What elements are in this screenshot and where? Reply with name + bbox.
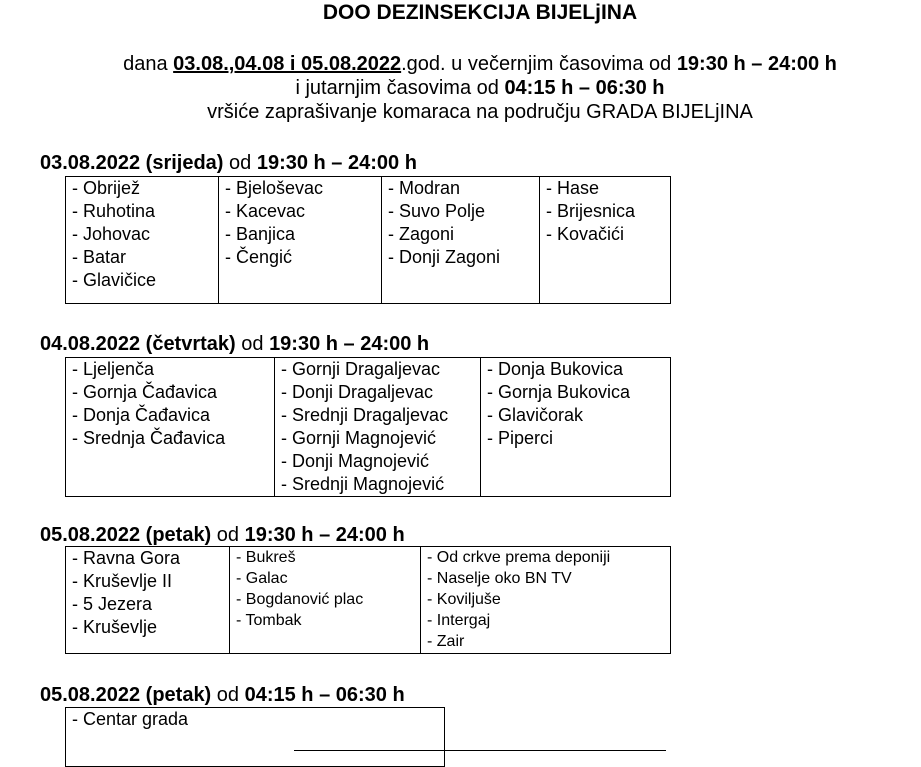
location-item: - Intergaj xyxy=(427,612,491,629)
intro-dates: 03.08.,04.08 i 05.08.2022 xyxy=(173,53,402,75)
location-item: - Piperci xyxy=(487,428,554,448)
schedule-column xyxy=(66,358,275,497)
section-od: od xyxy=(211,684,245,706)
location-item: - Ljeljenča xyxy=(72,359,155,379)
location-item: - Srednji Dragaljevac xyxy=(281,405,449,425)
section-header xyxy=(40,524,405,546)
section-od: od xyxy=(235,333,270,355)
location-item: - Koviljuše xyxy=(427,591,501,608)
location-item: - Ruhotina xyxy=(72,201,156,221)
location-item: - Glavičorak xyxy=(487,405,584,425)
location-item: - Od crkve prema deponiji xyxy=(427,549,611,566)
section-time: 19:30 h – 24:00 h xyxy=(256,152,417,174)
location-item: - Donja Bukovica xyxy=(487,359,624,379)
location-item: - Kruševlje xyxy=(72,617,158,637)
section-date: 04.08.2022 (četvrtak) xyxy=(40,333,236,355)
section-header xyxy=(40,684,405,706)
intro-mid: .god. u večernjim časovima od xyxy=(401,53,677,75)
section-time: 19:30 h – 24:00 h xyxy=(244,524,405,546)
intro-morning-prefix: i jutarnjim časovima od xyxy=(295,77,505,99)
section-od: od xyxy=(223,152,257,174)
schedule-table xyxy=(65,546,671,654)
location-item: - Kacevac xyxy=(225,201,306,221)
location-item: - Batar xyxy=(72,247,127,267)
location-item: - Gornja Čađavica xyxy=(72,382,218,402)
location-item: - Gornja Bukovica xyxy=(487,382,631,402)
location-item: - Bogdanović plac xyxy=(236,591,364,608)
location-item: - Kovačići xyxy=(546,224,625,244)
document-title: DOO DEZINSEKCIJA BIJELjINA xyxy=(322,1,638,24)
section-header xyxy=(40,152,417,174)
location-item: - Ravna Gora xyxy=(72,548,181,568)
location-item: - Banjica xyxy=(225,224,296,244)
intro-morning-time: 04:15 h – 06:30 h xyxy=(504,77,665,99)
location-item: - Kruševlje II xyxy=(72,571,173,591)
location-item: - Donji Zagoni xyxy=(388,247,501,267)
schedule-column xyxy=(540,177,671,304)
section-header xyxy=(40,333,429,355)
schedule-column xyxy=(421,547,671,654)
schedule-column xyxy=(481,358,671,497)
intro-evening-time: 19:30 h – 24:00 h xyxy=(676,53,837,75)
intro-line-3: vršiće zaprašivanje komaraca na području GRADA BIJELjINA xyxy=(207,101,753,123)
location-item: - Glavičice xyxy=(72,270,157,290)
section-date: 03.08.2022 (srijeda) xyxy=(40,152,224,174)
location-item: - Hase xyxy=(546,178,600,198)
schedule-column xyxy=(66,177,219,304)
location-item: - Bukreš xyxy=(236,549,296,566)
location-item: - Suvo Polje xyxy=(388,201,486,221)
intro-paragraph xyxy=(0,52,921,124)
schedule-column xyxy=(230,547,421,654)
intro-prefix: dana xyxy=(123,53,174,75)
location-item: - Brijesnica xyxy=(546,201,636,221)
location-item: - Gornji Magnojević xyxy=(281,428,437,448)
intro-line-2 xyxy=(0,76,921,100)
location-item: - Srednja Čađavica xyxy=(72,428,226,448)
location-item: - Obrijež xyxy=(72,178,141,198)
schedule-column xyxy=(66,547,230,654)
location-item: - 5 Jezera xyxy=(72,594,153,614)
partial-box-edge xyxy=(294,750,666,761)
location-item: - Donja Čađavica xyxy=(72,405,211,425)
location-item: - Johovac xyxy=(72,224,151,244)
section-time: 04:15 h – 06:30 h xyxy=(244,684,405,706)
location-item: - Centar grada xyxy=(72,709,189,729)
schedule-column xyxy=(219,177,382,304)
section-date: 05.08.2022 (petak) xyxy=(40,684,212,706)
location-item: - Zair xyxy=(427,633,465,650)
location-item: - Modran xyxy=(388,178,461,198)
location-item: - Srednji Magnojević xyxy=(281,474,445,494)
section-date: 05.08.2022 (petak) xyxy=(40,524,212,546)
schedule-column xyxy=(275,358,481,497)
section-time: 19:30 h – 24:00 h xyxy=(269,333,430,355)
schedule-table xyxy=(65,357,671,497)
location-item: - Naselje oko BN TV xyxy=(427,570,572,587)
intro-line-1 xyxy=(0,52,921,76)
schedule-table xyxy=(65,176,671,304)
location-item: - Bjeloševac xyxy=(225,178,324,198)
location-item: - Donji Magnojević xyxy=(281,451,430,471)
location-item: - Galac xyxy=(236,570,288,587)
location-item: - Donji Dragaljevac xyxy=(281,382,434,402)
location-item: - Zagoni xyxy=(388,224,455,244)
section-od: od xyxy=(211,524,245,546)
location-item: - Gornji Dragaljevac xyxy=(281,359,441,379)
location-item: - Tombak xyxy=(236,612,302,629)
schedule-column xyxy=(382,177,540,304)
location-item: - Čengić xyxy=(225,247,293,267)
